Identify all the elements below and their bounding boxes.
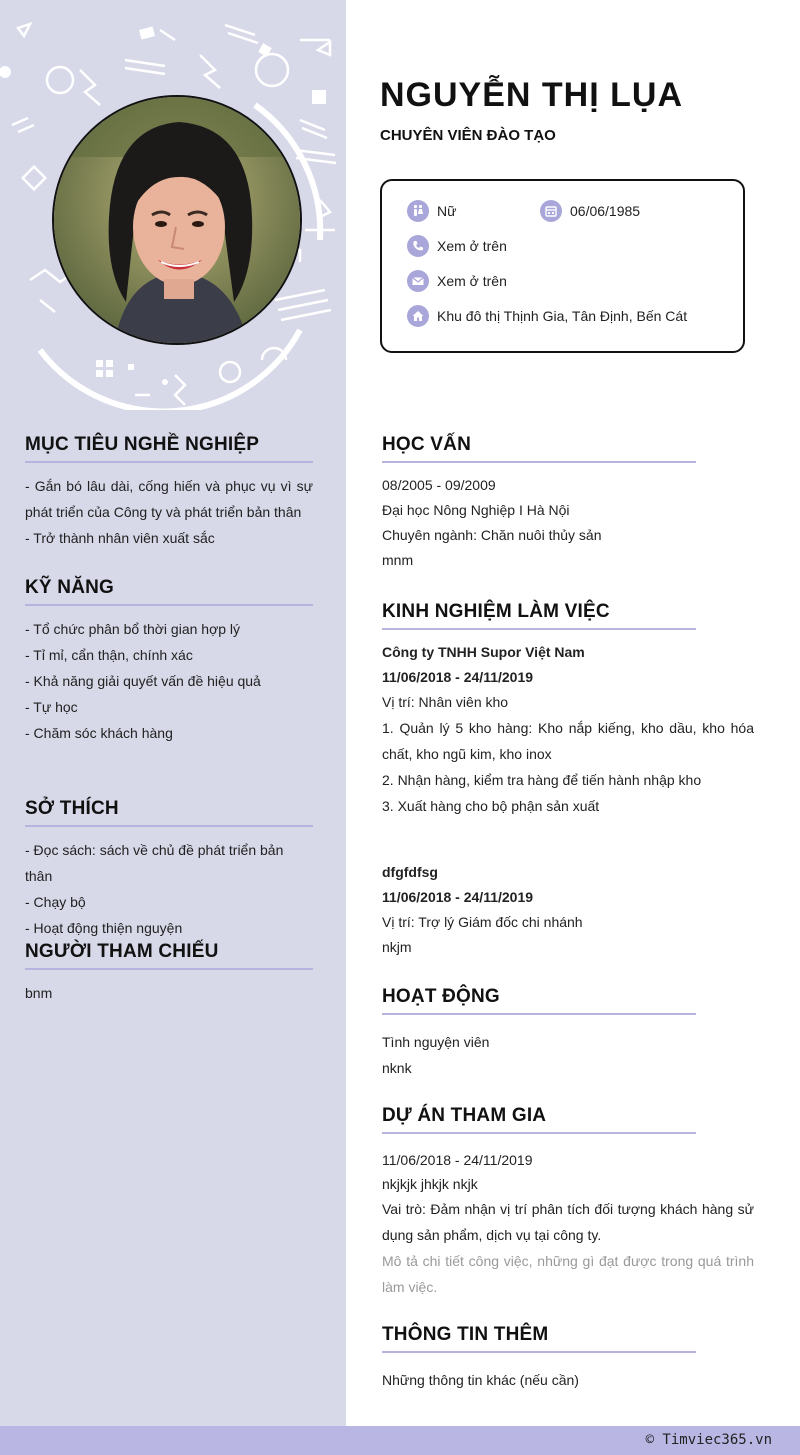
footer-bar	[0, 1426, 800, 1455]
job-company: dfgfdfsg	[382, 864, 438, 880]
hobbies-section	[25, 798, 313, 941]
project-period: 11/06/2018 - 24/11/2019	[382, 1152, 533, 1168]
hobby-item: - Chạy bộ	[25, 894, 86, 910]
job-period: 11/06/2018 - 24/11/2019	[382, 889, 534, 905]
address-value: Khu đô thị Thịnh Gia, Tân Định, Bến Cát	[437, 308, 688, 324]
gender-icon	[407, 200, 429, 222]
activity-item: nknk	[382, 1060, 412, 1076]
skill-item: - Khả năng giải quyết vấn đề hiệu quả	[25, 673, 261, 689]
contact-birthdate	[540, 200, 640, 222]
additional-section	[382, 1324, 696, 1393]
job-position: Vị trí: Trợ lý Giám đốc chi nhánh	[382, 914, 583, 930]
activities-title: HOẠT ĐỘNG	[382, 986, 696, 1015]
experience-section	[382, 601, 754, 960]
email-icon	[407, 270, 429, 292]
objective-text: - Gắn bó lâu dài, cống hiến và phục vụ vì sự phát triển của Công ty và phát triển bản thân	[25, 478, 313, 520]
additional-text: Những thông tin khác (nếu cần)	[382, 1372, 579, 1388]
contact-address	[407, 305, 687, 327]
contact-gender	[407, 200, 456, 222]
profile-photo	[52, 95, 302, 345]
job-duty: 2. Nhận hàng, kiểm tra hàng để tiến hành nhập kho	[382, 772, 702, 788]
projects-section	[382, 1105, 754, 1300]
education-title: HỌC VẤN	[382, 434, 696, 463]
job-period: 11/06/2018 - 24/11/2019	[382, 669, 534, 685]
job-duty: 3. Xuất hàng cho bộ phận sản xuất	[382, 798, 600, 814]
job-position: Vị trí: Nhân viên kho	[382, 694, 509, 710]
education-major: Chuyên ngành: Chăn nuôi thủy sản	[382, 527, 602, 543]
phone-icon	[407, 235, 429, 257]
references-title: NGƯỜI THAM CHIẾU	[25, 941, 313, 970]
additional-title: THÔNG TIN THÊM	[382, 1324, 696, 1353]
phone-value: Xem ở trên	[437, 238, 507, 254]
project-name: nkjkjk jhkjk nkjk	[382, 1176, 478, 1192]
objective-title: MỤC TIÊU NGHỀ NGHIỆP	[25, 434, 313, 463]
job-note: nkjm	[382, 939, 412, 955]
sidebar	[0, 0, 346, 1426]
birthdate-value: 06/06/1985	[570, 203, 641, 219]
home-icon	[407, 305, 429, 327]
job-company: Công ty TNHH Supor Việt Nam	[382, 644, 585, 660]
experience-title: KINH NGHIỆM LÀM VIỆC	[382, 601, 696, 630]
education-section	[382, 434, 696, 573]
projects-title: DỰ ÁN THAM GIA	[382, 1105, 696, 1134]
contact-email	[407, 270, 507, 292]
skill-item: - Tỉ mỉ, cẩn thận, chính xác	[25, 647, 193, 663]
skills-title: KỸ NĂNG	[25, 577, 313, 606]
references-text: bnm	[25, 985, 53, 1001]
job-title: CHUYÊN VIÊN ĐÀO TẠO	[380, 127, 556, 144]
education-note: mnm	[382, 552, 414, 568]
skill-item: - Tổ chức phân bổ thời gian hợp lý	[25, 621, 241, 637]
project-role: Vai trò: Đảm nhận vị trí phân tích đối tượng khách hàng sử dụng sản phẩm, dịch vụ tại công ty.	[382, 1201, 754, 1243]
education-period: 08/2005 - 09/2009	[382, 477, 496, 493]
candidate-name: NGUYỄN THỊ LỤA	[380, 76, 683, 114]
objective-section	[25, 434, 313, 551]
job-duty: 1. Quản lý 5 kho hàng: Kho nắp kiếng, kho dầu, kho hóa chất, kho ngũ kim, kho inox	[382, 720, 754, 762]
contact-box	[380, 179, 745, 353]
footer-copyright: © Timviec365.vn	[645, 1432, 772, 1448]
hobby-item: - Đọc sách: sách về chủ đề phát triển bản thân	[25, 842, 284, 884]
contact-phone	[407, 235, 507, 257]
skill-item: - Tự học	[25, 699, 78, 715]
calendar-icon	[540, 200, 562, 222]
activity-item: Tình nguyện viên	[382, 1034, 490, 1050]
skills-section	[25, 577, 313, 746]
project-description: Mô tả chi tiết công việc, những gì đạt được trong quá trình làm việc.	[382, 1253, 754, 1295]
hobby-item: - Hoạt động thiện nguyện	[25, 920, 183, 936]
gender-value: Nữ	[437, 203, 457, 219]
hobbies-title: SỞ THÍCH	[25, 798, 313, 827]
education-school: Đại học Nông Nghiệp I Hà Nội	[382, 502, 570, 518]
activities-section	[382, 986, 696, 1081]
skill-item: - Chăm sóc khách hàng	[25, 725, 173, 741]
objective-text-2: - Trở thành nhân viên xuất sắc	[25, 530, 215, 546]
references-section	[25, 941, 313, 1006]
email-value: Xem ở trên	[437, 273, 507, 289]
